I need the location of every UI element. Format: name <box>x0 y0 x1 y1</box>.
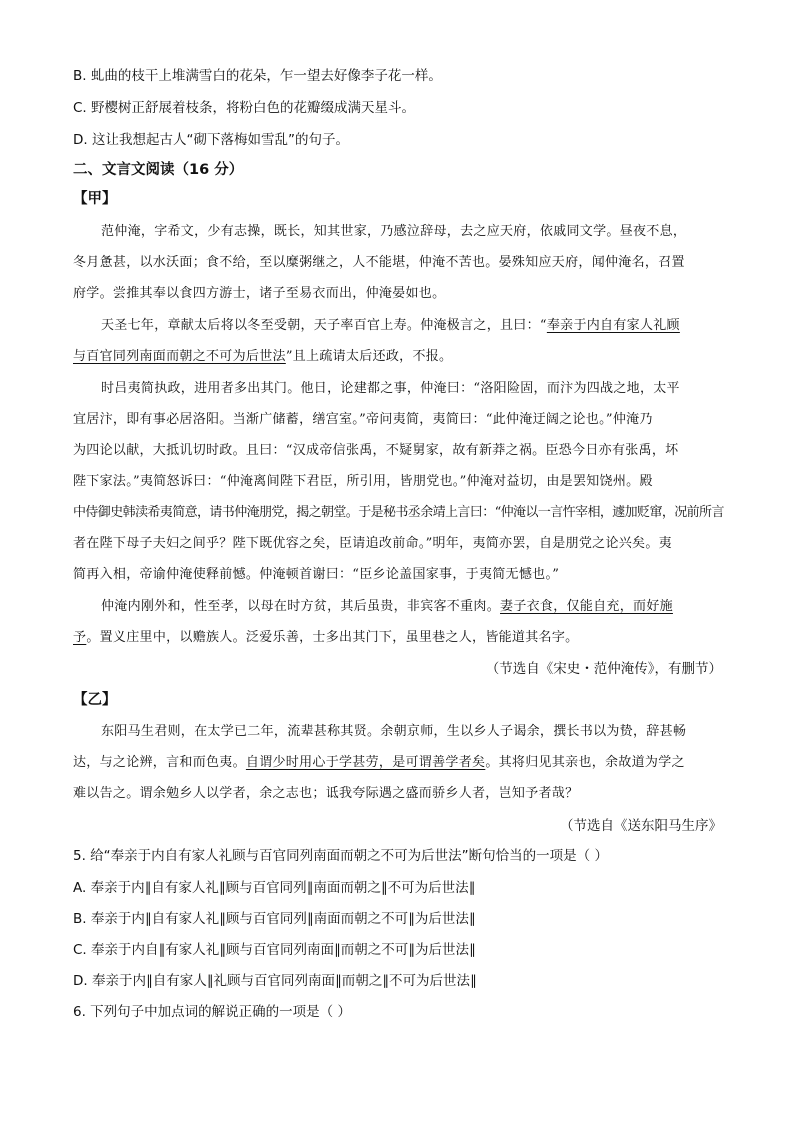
option-b-prev: B. 虬曲的枝干上堆满雪白的花朵，乍一望去好像李子花一样。 <box>73 68 442 84</box>
section-title: 二、文言文阅读（16 分） <box>73 162 244 178</box>
jia-p3-line4: 陛下家法。”夷简怒诉曰：“仲淹离间陛下君臣，所引用，皆朋党也。”仲淹对益切，由是罢知饶州。殿 <box>73 474 653 489</box>
jia-p2-line2-text: ”且上疏请太后还政，不报。 <box>285 349 453 364</box>
yi-line2-text-a: 达，与之论辨，言和而色夷。 <box>73 755 246 770</box>
jia-source: （节选自《宋史・范仲淹传》，有删节） <box>485 661 722 677</box>
yi-underlined: 自谓少时用心于学甚劳，是可谓善学者矣 <box>245 755 486 770</box>
passage-yi-label: 【乙】 <box>73 692 117 708</box>
jia-p3-line3: 为四论以献，大抵讥切时政。且曰：“汉成帝信张禹，不疑舅家，故有新莽之祸。臣恐今日亦有张禹，坏 <box>73 443 679 458</box>
jia-p3-line6: 者在陛下母子夫妇之间乎？陛下既优容之矣，臣请追改前命。”明年，夷简亦罢，自是朋党之论兴矣。夷 <box>73 536 672 551</box>
passage-jia-label: 【甲】 <box>73 191 117 207</box>
jia-p2-underlined-1: 奉亲于内自有家人礼顾 <box>546 318 680 333</box>
question-5-stem: 5. 给“奉亲于内自有家人礼顾与百官同列南面而朝之不可为后世法”断句恰当的一项是（ ） <box>73 848 608 864</box>
jia-p3-line2: 宜居汴，即有事必居洛阳。当渐广储蓄，缮宫室。”帝问夷简，夷简曰：“此仲淹迂阔之论也。”仲淹乃 <box>73 412 653 427</box>
yi-line2-text-b: 。其将归见其亲也，余故道为学之 <box>485 755 685 770</box>
jia-p2-line1 <box>101 316 723 336</box>
yi-line3: 难以告之。谓余勉乡人以学者，余之志也；诋我夸际遇之盛而骄乡人者，岂知予者哉？ <box>73 786 579 801</box>
jia-p4-line2 <box>73 628 723 648</box>
option-d-prev: D. 这让我想起古人“砌下落梅如雪乱”的句子。 <box>73 132 349 148</box>
jia-p2-line2 <box>73 347 723 367</box>
jia-p4-line2-text: 。置义庄里中，以赡族人。泛爱乐善，士多出其门下，虽里巷之人，皆能道其名字。 <box>86 630 579 645</box>
jia-p4-line1 <box>101 597 723 617</box>
jia-p1-line2: 冬月惫甚，以水沃面；食不给，至以糜粥继之，人不能堪，仲淹不苦也。晏殊知应天府，闻仲淹名，召置 <box>73 255 685 270</box>
yi-line1: 东阳马生君则，在太学已二年，流辈甚称其贤。余朝京师，生以乡人子谒余，撰长书以为贽，辞甚畅 <box>101 724 687 739</box>
question-5-option-c: C. 奉亲于内自∥有家人礼∥顾与百官同列南面∥而朝之不可∥为后世法∥ <box>73 942 476 958</box>
question-5-option-b: B. 奉亲于内∥自有家人礼∥顾与百官同列∥南面而朝之不可∥为后世法∥ <box>73 911 476 927</box>
jia-p4-line1-text: 仲淹内刚外和，性至孝，以母在时方贫，其后虽贵，非宾客不重肉。 <box>101 599 501 614</box>
yi-line2 <box>73 753 723 773</box>
jia-p2-underlined-2: 与百官同列南面而朝之不可为后世法 <box>73 349 286 364</box>
option-c-prev: C. 野樱树正舒展着枝条，将粉白色的花瓣缀成满天星斗。 <box>73 100 416 116</box>
jia-p3-line1: 时吕夷简执政，进用者多出其门。他日，论建都之事，仲淹曰：“洛阳险固，而汴为四战之地，太平 <box>101 381 680 396</box>
yi-source: （节选自《送东阳马生序》 <box>560 818 722 834</box>
jia-p3-line7: 简再入相，帝谕仲淹使释前憾。仲淹顿首谢曰：“臣乡论盖国家事，于夷简无憾也。” <box>73 567 560 582</box>
question-5-option-d: D. 奉亲于内∥自有家人∥礼顾与百官同列南面∥而朝之∥不可为后世法∥ <box>73 973 477 989</box>
jia-p3-line5: 中侍御史韩渎希夷简意，请书仲淹朋党，揭之朝堂。于是秘书丞余靖上言曰：“仲淹以一言忤宰相，遽加贬窜，况前所言 <box>73 505 724 520</box>
jia-p4-underlined-1: 妻子衣食，仅能自充，而好施 <box>500 599 673 614</box>
question-5-option-a: A. 奉亲于内∥自有家人礼∥顾与百官同列∥南面而朝之∥不可为后世法∥ <box>73 880 476 896</box>
jia-p1-line1: 范仲淹，字希文，少有志操，既长，知其世家，乃感泣辞母，去之应天府，依戚同文学。昼夜不息， <box>101 224 687 239</box>
jia-p4-underlined-2: 予 <box>73 630 87 645</box>
jia-p2-line1-text: 天圣七年，章献太后将以冬至受朝，天子率百官上寿。仲淹极言之，且曰：“ <box>101 318 547 333</box>
jia-p1-line3: 府学。尝推其奉以食四方游士，诸子至易衣而出，仲淹晏如也。 <box>73 286 446 301</box>
question-6-stem: 6. 下列句子中加点词的解说正确的一项是（ ） <box>73 1004 351 1020</box>
